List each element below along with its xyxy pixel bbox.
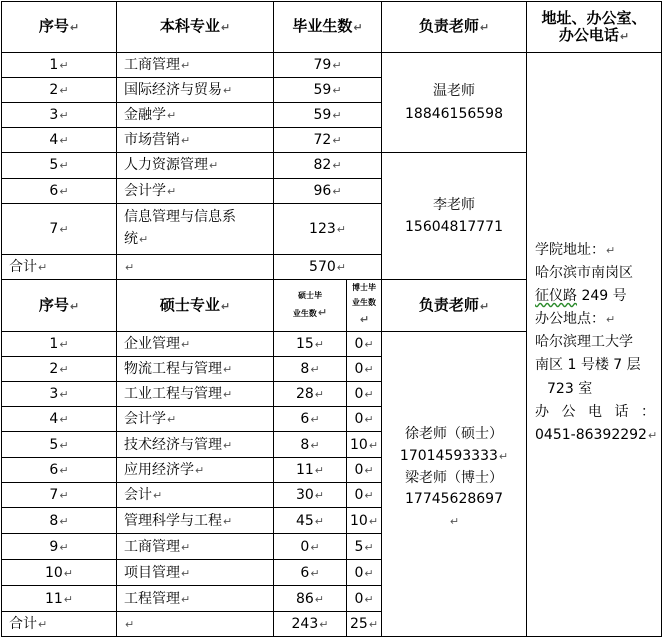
teacher-cell-wen (382, 53, 527, 153)
major-cell: 会计学↵ (117, 179, 274, 204)
teacher-liang-phone: 17745628697 (405, 491, 503, 508)
header-teacher: 负责老师↵ (382, 2, 527, 53)
seq-cell: 7↵ (2, 204, 117, 255)
teacher-name: 李老师 (433, 196, 476, 213)
header-grads: 毕业生数↵ (274, 2, 382, 53)
seq-cell: 2↵ (2, 78, 117, 103)
address-label: 学院地址：↵ (535, 242, 616, 258)
graduate-statistics-table (1, 1, 662, 637)
total-label: 合计↵ (2, 255, 117, 280)
seq-cell: 9↵ (2, 534, 117, 560)
phd-cell: 5↵ (347, 534, 382, 560)
major-cell: 会计学↵ (117, 407, 274, 432)
address-line: 哈尔滨市南岗区 (535, 265, 634, 282)
seq-cell: 5↵ (2, 432, 117, 458)
masters-cell: 45↵ (274, 508, 347, 534)
major-cell: 管理科学与工程↵ (117, 508, 274, 534)
masters-cell: 11↵ (274, 458, 347, 483)
table-row (2, 53, 662, 78)
major-cell: 工商管理↵ (117, 534, 274, 560)
seq-cell: 1↵ (2, 53, 117, 78)
phone-label: 办 公 电 话 ： (535, 403, 656, 420)
teacher-xu: 徐老师（硕士） (405, 426, 504, 443)
header-masters: 硕士毕 业生数↵ (274, 280, 347, 332)
major-cell: 应用经济学↵ (117, 458, 274, 483)
seq-cell: 11↵ (2, 586, 117, 612)
grads-cell: 59↵ (274, 78, 382, 103)
phd-cell: 0↵ (347, 586, 382, 612)
header-grad-major: 硕士专业↵ (117, 280, 274, 332)
grads-cell: 96↵ (274, 179, 382, 204)
phd-cell: 0↵ (347, 332, 382, 357)
phd-cell: 10↵ (347, 432, 382, 458)
seq-cell: 5↵ (2, 153, 117, 179)
major-cell: 信息管理与信息系 统↵ (117, 204, 274, 255)
header-phd: 博士毕 业生数↵ (347, 280, 382, 332)
major-cell: 工程管理↵ (117, 586, 274, 612)
masters-cell: 86↵ (274, 586, 347, 612)
grads-cell: 72↵ (274, 128, 382, 153)
masters-cell: 15↵ (274, 332, 347, 357)
total-label: 合计↵ (2, 612, 117, 637)
phd-cell: 10↵ (347, 508, 382, 534)
phd-cell: 0↵ (347, 357, 382, 382)
phd-cell: 0↵ (347, 407, 382, 432)
teacher-phone: 18846156598 (405, 105, 503, 122)
total-masters: 243↵ (274, 612, 347, 637)
teacher-cell-grad: 徐老师（硕士） 17014593333↵ 梁老师（博士） 17745628697 ↵ (382, 332, 527, 637)
teacher-phone: 15604817771 (405, 219, 503, 235)
masters-cell: 30↵ (274, 483, 347, 508)
seq-cell: 3↵ (2, 382, 117, 407)
grads-cell: 79↵ (274, 53, 382, 78)
grads-cell: 123↵ (274, 204, 382, 255)
teacher-cell-li (382, 153, 527, 280)
grads-cell: 59↵ (274, 103, 382, 128)
seq-cell: 8↵ (2, 508, 117, 534)
undergrad-header-row (2, 2, 662, 53)
major-cell: 金融学↵ (117, 103, 274, 128)
major-cell: 会计↵ (117, 483, 274, 508)
header-teacher: 负责老师↵ (382, 280, 527, 332)
total-phd: 25↵ (347, 612, 382, 637)
seq-cell: 10↵ (2, 560, 117, 586)
seq-cell: 6↵ (2, 458, 117, 483)
major-cell: 工业工程与管理↵ (117, 382, 274, 407)
major-cell: 企业管理↵ (117, 332, 274, 357)
masters-cell: 6↵ (274, 407, 347, 432)
office-phone: 0451-86392292↵ (535, 426, 658, 443)
masters-cell: 8↵ (274, 357, 347, 382)
seq-cell: 4↵ (2, 407, 117, 432)
seq-cell: 3↵ (2, 103, 117, 128)
major-cell: 工商管理↵ (117, 53, 274, 78)
masters-cell: 0↵ (274, 534, 347, 560)
seq-cell: 1↵ (2, 332, 117, 357)
major-cell: 人力资源管理↵ (117, 153, 274, 179)
major-cell: 技术经济与管理↵ (117, 432, 274, 458)
address-line: 征仪路 249 号 (535, 288, 627, 305)
major-cell: 物流工程与管理↵ (117, 357, 274, 382)
major-cell: 项目管理↵ (117, 560, 274, 586)
header-seq: 序号↵ (2, 2, 117, 53)
major-cell: 市场营销↵ (117, 128, 274, 153)
total-grads: 570↵ (274, 255, 382, 280)
office-line: 南区 1 号楼 7 层 (535, 357, 641, 374)
office-line: 723 室 (547, 380, 593, 397)
seq-cell: 6↵ (2, 179, 117, 204)
header-undergrad-major: 本科专业↵ (117, 2, 274, 53)
seq-cell: 4↵ (2, 128, 117, 153)
header-address: 地址、办公室、 办公电话↵ (527, 2, 662, 53)
phd-cell: 0↵ (347, 458, 382, 483)
phd-cell: 0↵ (347, 483, 382, 508)
masters-cell: 28↵ (274, 382, 347, 407)
office-line: 哈尔滨理工大学 (535, 334, 634, 351)
total-major-empty: ↵ (117, 612, 274, 637)
header-seq: 序号↵ (2, 280, 117, 332)
phd-cell: 0↵ (347, 560, 382, 586)
major-cell: 国际经济与贸易↵ (117, 78, 274, 103)
masters-cell: 6↵ (274, 560, 347, 586)
teacher-liang: 梁老师（博士） (405, 469, 504, 486)
seq-cell: 2↵ (2, 357, 117, 382)
masters-cell: 8↵ (274, 432, 347, 458)
teacher-xu-phone: 17014593333 (399, 447, 498, 464)
total-major-empty: ↵ (117, 255, 274, 280)
phd-cell: 0↵ (347, 382, 382, 407)
address-cell (527, 53, 662, 637)
teacher-name: 温老师 (433, 83, 476, 100)
office-label: 办公地点：↵ (535, 311, 616, 328)
grads-cell: 82↵ (274, 153, 382, 179)
seq-cell: 7↵ (2, 483, 117, 508)
